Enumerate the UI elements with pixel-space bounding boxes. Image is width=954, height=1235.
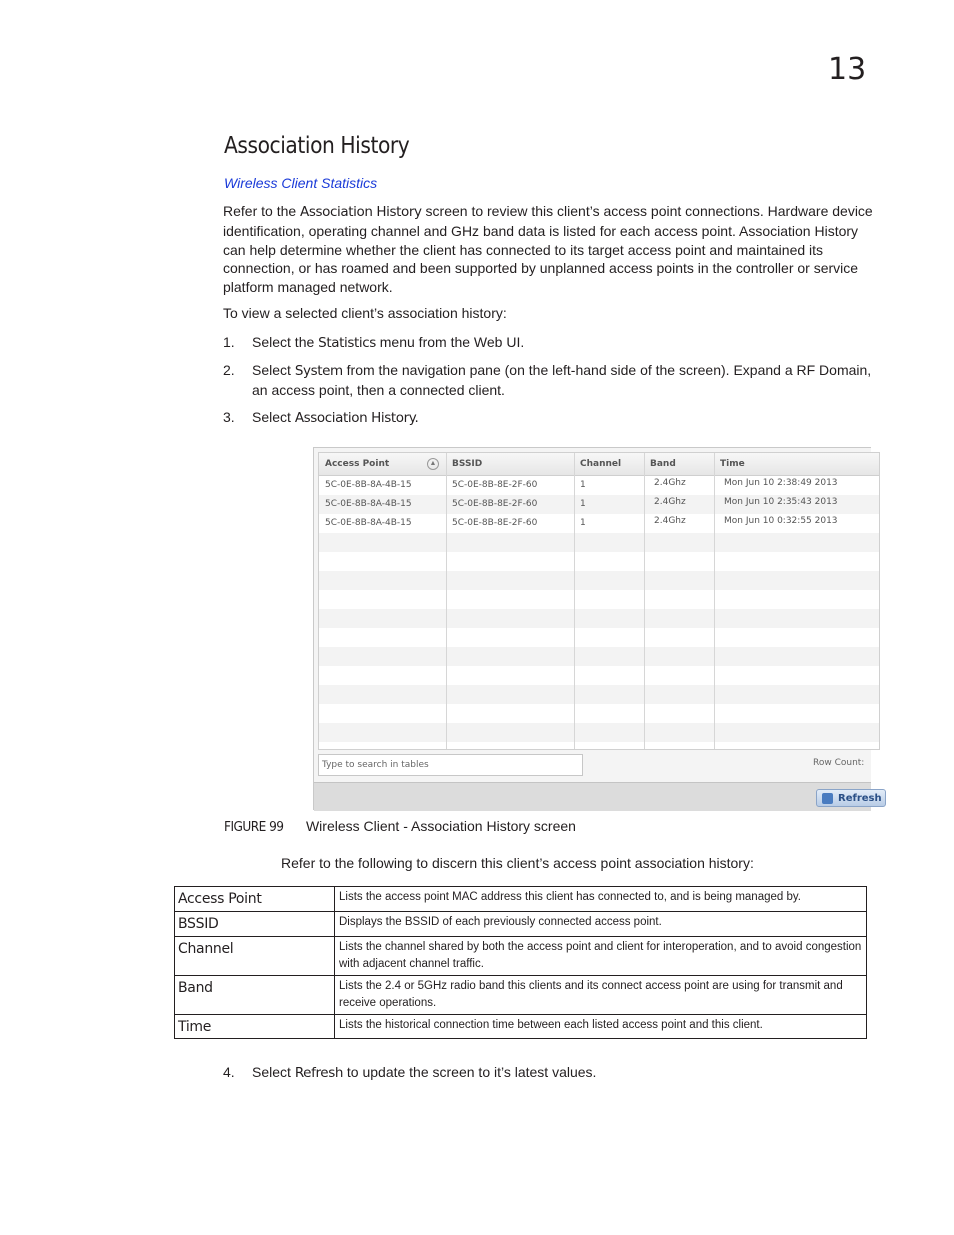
cell-channel: 1 (580, 499, 586, 509)
chapter-number: 13 (828, 52, 867, 87)
column-header-access-point[interactable]: Access Point (325, 459, 390, 469)
cell-time: Mon Jun 10 2:38:49 2013 (724, 478, 838, 488)
cell-bssid: 5C-0E-8B-8E-2F-60 (452, 499, 538, 509)
cell-bssid: 5C-0E-8B-8E-2F-60 (452, 480, 538, 490)
step-suffix: menu from the Web UI. (375, 334, 525, 350)
intro-suffix: screen to review this client’s access point connections. Hardware device identification, operating channel and GHz band data is listed for each access point. Association History can help determine whether the client has connected to its target access point and maintained its connection, or has roamed and been supported by unplanned access points in the controller or service platform managed network. (223, 203, 873, 296)
description: Lists the channel shared by both the access point and client for interoperation, and to avoid congestion with adjacent channel traffic. (335, 937, 867, 976)
cell-channel: 1 (580, 480, 586, 490)
term: Channel (175, 937, 335, 976)
column-divider (644, 453, 645, 749)
cell-access-point: 5C-0E-8B-8A-4B-15 (325, 499, 412, 509)
table-row (175, 976, 867, 1015)
column-header-band[interactable]: Band (650, 459, 676, 469)
column-header-bssid[interactable]: BSSID (452, 459, 483, 469)
cell-channel: 1 (580, 518, 586, 528)
cell-access-point: 5C-0E-8B-8A-4B-15 (325, 518, 412, 528)
step-ui-term: Refresh (294, 1065, 343, 1081)
step-suffix: to update the screen to it’s latest values. (343, 1064, 597, 1080)
step-3 (223, 408, 873, 427)
step-prefix: Select the (252, 334, 319, 350)
step-suffix: from the navigation pane (on the left-hand side of the screen). Expand a RF Domain, an access point, then a connected client. (252, 362, 872, 398)
term: Access Point (175, 887, 335, 912)
term: Band (175, 976, 335, 1015)
step-1 (223, 333, 873, 352)
cell-access-point: 5C-0E-8B-8A-4B-15 (325, 480, 412, 490)
cell-band: 2.4Ghz (654, 478, 686, 488)
description: Displays the BSSID of each previously connected access point. (335, 912, 867, 937)
definitions-table (174, 886, 867, 1039)
description: Lists the access point MAC address this client has connected to, and is being managed by. (335, 887, 867, 912)
cell-time: Mon Jun 10 0:32:55 2013 (724, 516, 838, 526)
term: Time (175, 1015, 335, 1039)
cell-bssid: 5C-0E-8B-8E-2F-60 (452, 518, 538, 528)
figure-caption (224, 818, 576, 835)
step-prefix: Select (252, 409, 295, 425)
term: BSSID (175, 912, 335, 937)
association-history-grid (318, 452, 880, 750)
table-row[interactable] (319, 514, 879, 533)
refresh-icon (822, 793, 833, 804)
association-history-screenshot (313, 447, 882, 810)
step-ui-term: System (294, 363, 343, 379)
table-row[interactable] (319, 495, 879, 514)
table-row (175, 912, 867, 937)
sort-icon[interactable]: ▲ (427, 458, 439, 470)
empty-row (319, 533, 879, 552)
section-title: Association History (224, 133, 410, 159)
empty-row (319, 571, 879, 590)
step-prefix: Select (252, 1064, 295, 1080)
step-prefix: Select (252, 362, 295, 378)
refresh-label: Refresh (838, 793, 882, 804)
step-number: 2. (223, 362, 235, 378)
cell-band: 2.4Ghz (654, 497, 686, 507)
column-divider (446, 453, 447, 749)
step-number: 4. (223, 1064, 235, 1080)
description: Lists the historical connection time between each listed access point and this client. (335, 1015, 867, 1039)
table-row (175, 1015, 867, 1039)
step-ui-term: Statistics (318, 335, 376, 351)
wireless-client-statistics-link[interactable]: Wireless Client Statistics (224, 175, 378, 191)
figure-label: FIGURE 99 (224, 819, 284, 835)
refresh-button[interactable] (816, 789, 886, 807)
column-divider (714, 453, 715, 749)
empty-row (319, 723, 879, 742)
cell-time: Mon Jun 10 2:35:43 2013 (724, 497, 838, 507)
step-number: 1. (223, 334, 235, 350)
intro-paragraph (223, 202, 873, 297)
footer-bar (314, 782, 882, 811)
table-intro: Refer to the following to discern this client’s access point association history: (281, 855, 754, 871)
cell-band: 2.4Ghz (654, 516, 686, 526)
intro-prefix: Refer to the (223, 203, 301, 219)
table-row (175, 887, 867, 912)
table-search-input[interactable]: Type to search in tables (318, 754, 583, 776)
step-2 (223, 361, 873, 399)
to-view-text: To view a selected client’s association history: (223, 305, 507, 321)
description: Lists the 2.4 or 5GHz radio band this clients and its connect access point are using for transmit and receive operations. (335, 976, 867, 1015)
empty-row (319, 609, 879, 628)
figure-text: Wireless Client - Association History screen (305, 818, 576, 834)
empty-row (319, 685, 879, 704)
column-header-channel[interactable]: Channel (580, 459, 622, 469)
row-count-label: Row Count: (813, 758, 865, 768)
step-number: 3. (223, 409, 235, 425)
empty-row (319, 647, 879, 666)
table-row (175, 937, 867, 976)
step-ui-term: Association History. (294, 410, 419, 426)
step-4 (223, 1063, 873, 1082)
column-header-time[interactable]: Time (720, 459, 745, 469)
column-divider (574, 453, 575, 749)
grid-header (319, 453, 879, 476)
table-row[interactable] (319, 476, 879, 495)
intro-ui-term: Association History (300, 204, 422, 220)
